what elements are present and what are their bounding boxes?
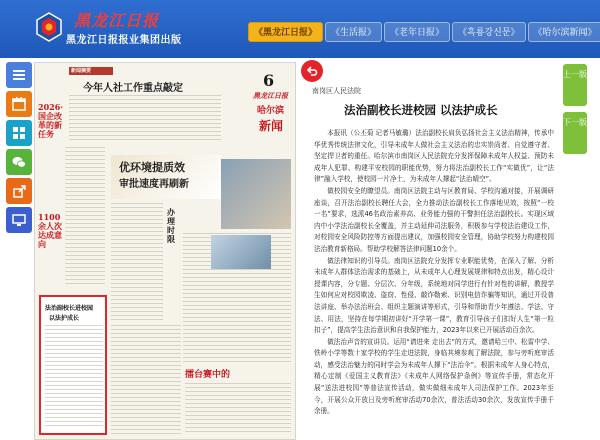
nav-tab-korean-daily[interactable]: 《흑룡강신문》: [452, 22, 525, 42]
article-paragraph: 做校园安全的瞭望员。南岗区法院主动与区教育局、学校沟通对接，开展调研座谈，召开法治副校长聘任大会，全力推动法治副校长工作落地见效，按照“一校一名”要求，选派46名政治素养高、业务能力强的干警担任法治副校长。实现区域内中小学法治副校长全覆盖，并主动延伸司法服务，积极参与学校法治建设工作，对校园安全风险防控等方面提出建议，加强校园安全管理，协助学校努力构建校园法治教育新格局。帮助学校解答法律问题10余个。: [314, 186, 554, 253]
menu-button[interactable]: [6, 62, 32, 88]
article-paragraph: 做法律知识的引导员。南岗区法院充分发挥专业职能优势，在深入了解、分析未成年人群体法治需求的基础上，从未成年人心理发展规律和特点出发，精心设计授课内容，分专题、分层次、分年级，系统地对同学进行有针对性的讲解，教授学生如何应对校园欺凌、盗窃、性侵、敲诈勒索、识别电信诈骗等知识，通过开设普法讲座、举办法治班会、组织主题演讲等形式，引导和帮助青少年遵法、学法、守法、用法，坚持在每学期初讲好“开学第一课”，教育引导孩子们扣好人生“第一粒扣子”，提高学生法治意识和自我保护能力，2023年以来已开展活动百余次。: [314, 256, 554, 335]
back-button[interactable]: [301, 60, 323, 82]
headline-approval[interactable]: 审批速度再刷新: [119, 179, 189, 190]
masthead-logo: 黑龙江日报: [253, 91, 288, 100]
site-subtitle: 黑龙江日报报业集团出版: [66, 35, 182, 46]
photo[interactable]: [221, 159, 291, 229]
menu-icon: [11, 67, 27, 83]
side-headline-2[interactable]: 1100余人次达成意向: [38, 212, 62, 249]
page-grid-button[interactable]: [6, 120, 32, 146]
newspaper-page[interactable]: [34, 62, 296, 440]
monitor-icon: [11, 212, 27, 228]
grid-icon: [11, 125, 27, 141]
nav-tab-harbin-news[interactable]: 《哈尔滨新闻》: [528, 22, 600, 42]
pc-view-button[interactable]: [6, 207, 32, 233]
site-header: [0, 0, 600, 58]
chat-icon: [11, 154, 27, 170]
left-toolbar: [6, 62, 32, 236]
article-paragraph: 本报讯（公丕菊 记者马敏璐）法治副校长肩负弘扬社会主义法治精神，传承中华优秀传统法律文化，引导未成年人做社会主义法治的忠实崇尚者、自觉遵守者、坚定捍卫者的重任。哈尔滨市南岗区人民法院充分发挥保障未成年人权益、预防未成年人犯罪、构建平安校园的职能优势，努力将法治副校长工作“实做优”，让“法律”融入学校，使校园一片净土，为未成年人撑起“法治晴空”。: [314, 129, 554, 184]
masthead-news: 新闻: [259, 119, 284, 133]
back-arrow-icon: [306, 65, 318, 77]
nav-tab-heilongjiang-daily[interactable]: 《黑龙江日报》: [248, 22, 323, 42]
page-number: 6: [263, 71, 275, 90]
highlighted-article[interactable]: [39, 295, 107, 435]
share-icon: [11, 183, 27, 199]
text-column: [69, 95, 221, 143]
wechat-button[interactable]: [6, 149, 32, 175]
calendar-button[interactable]: [6, 91, 32, 117]
section-label: 新闻摘要: [71, 68, 92, 74]
headline-time-limit[interactable]: 办理时限: [167, 207, 175, 244]
highlight-headline-1: 法治副校长进校园: [45, 305, 94, 312]
next-page-button[interactable]: 下一版: [563, 112, 587, 154]
logo-text: 黑龙江日报: [74, 11, 160, 30]
highlight-headline-2: 以法护成长: [49, 315, 80, 322]
text-column: [111, 203, 163, 323]
text-column: [65, 147, 105, 287]
logo-icon: [34, 12, 64, 42]
prev-page-button[interactable]: 上一版: [563, 64, 587, 106]
nav-tab-elderly-daily[interactable]: 《老年日报》: [384, 22, 450, 42]
headline-arena[interactable]: 擂台赛中的: [185, 370, 231, 380]
article-title: 法治副校长进校园 以法护成长: [344, 103, 498, 117]
text-column: [185, 383, 291, 435]
share-button[interactable]: [6, 178, 32, 204]
photo[interactable]: [211, 235, 271, 269]
article-source: 南岗区人民法院: [312, 87, 361, 95]
article-body: [300, 128, 558, 418]
text-column: [45, 325, 103, 429]
masthead-city: 哈尔滨: [257, 106, 285, 116]
article-paragraph: 做法治声音的宣讲员。运用“请进来 走出去”的方式，邀请哈三中、松雷中学、铁岭小学等数十家学校的学生走进法院，身临其境参观了解法院，参与旁听庭审活动，感受法治魅力的同时学会为未成年人撑下“法治伞”。根据未成年人身心特点，精心定制《爱国主义教育法》《未成年人网络保护条例》等宣传手册，常态化开展“送法进校园”等普法宣传活动，做实做细未成年人司法保护工作。2023年至今，开展公众开放日及旁听庭审活动70余次，普法活动30余次，发放宣传手册千余册。: [314, 337, 554, 416]
nav-tab-life-daily[interactable]: 《生活报》: [325, 22, 382, 42]
side-headline-1[interactable]: 2026·国企改革的新任务: [38, 102, 64, 139]
article: [300, 82, 558, 418]
headline-environment[interactable]: 优环境提质效: [119, 161, 185, 174]
calendar-icon: [11, 96, 27, 112]
headline-hr-work[interactable]: 今年人社工作重点敲定: [83, 83, 183, 94]
text-column: [111, 325, 181, 435]
publication-nav: [248, 22, 600, 42]
